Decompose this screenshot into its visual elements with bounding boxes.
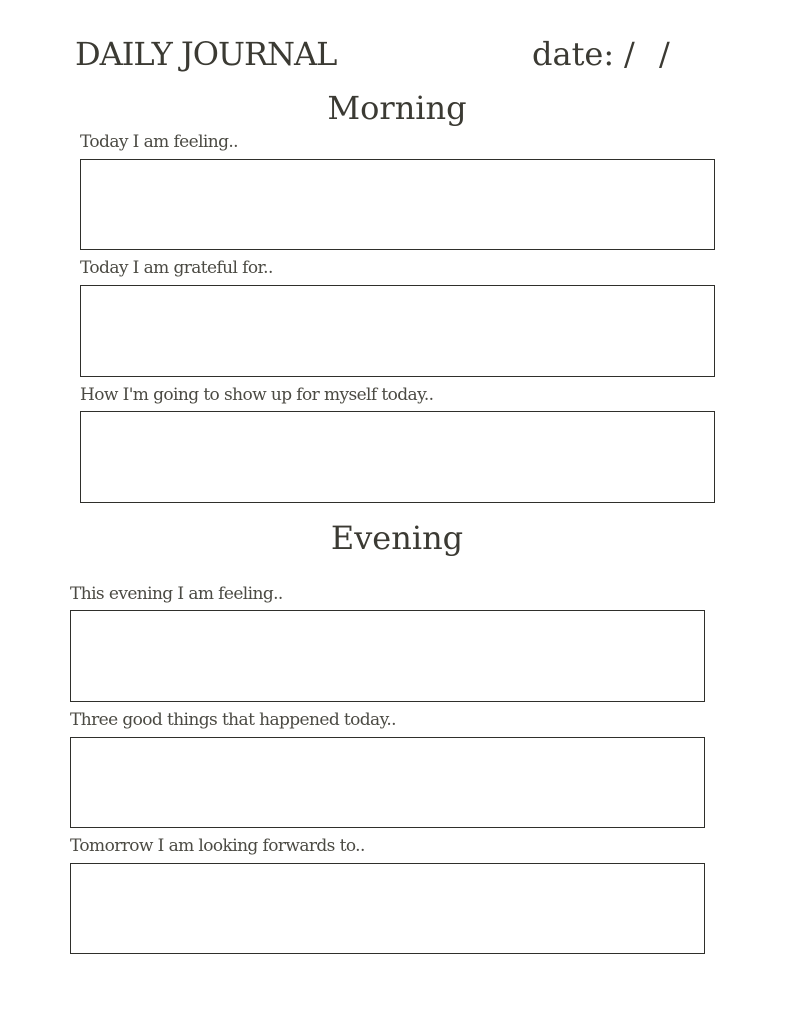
date-separator-1: /	[624, 35, 635, 73]
date-field[interactable]	[532, 35, 670, 73]
date-separator-2: /	[659, 35, 670, 73]
morning-show-up-writing-box[interactable]	[80, 411, 715, 503]
morning-prompt-feeling-label: Today I am feeling..	[80, 132, 238, 152]
evening-good-things-writing-box[interactable]	[70, 737, 705, 828]
journal-title: DAILY JOURNAL	[75, 35, 337, 73]
evening-prompt-feeling-label: This evening I am feeling..	[70, 584, 283, 604]
evening-prompt-tomorrow-label: Tomorrow I am looking forwards to..	[70, 836, 365, 856]
morning-feeling-writing-box[interactable]	[80, 159, 715, 250]
date-label: date:	[532, 35, 615, 73]
evening-tomorrow-writing-box[interactable]	[70, 863, 705, 954]
evening-feeling-writing-box[interactable]	[70, 610, 705, 702]
morning-prompt-grateful-label: Today I am grateful for..	[80, 258, 273, 278]
evening-section-title: Evening	[330, 519, 464, 557]
morning-prompt-show-up-label: How I'm going to show up for myself today..	[80, 385, 434, 405]
morning-section-title: Morning	[327, 89, 467, 127]
evening-prompt-good-things-label: Three good things that happened today..	[70, 710, 396, 730]
morning-grateful-writing-box[interactable]	[80, 285, 715, 377]
